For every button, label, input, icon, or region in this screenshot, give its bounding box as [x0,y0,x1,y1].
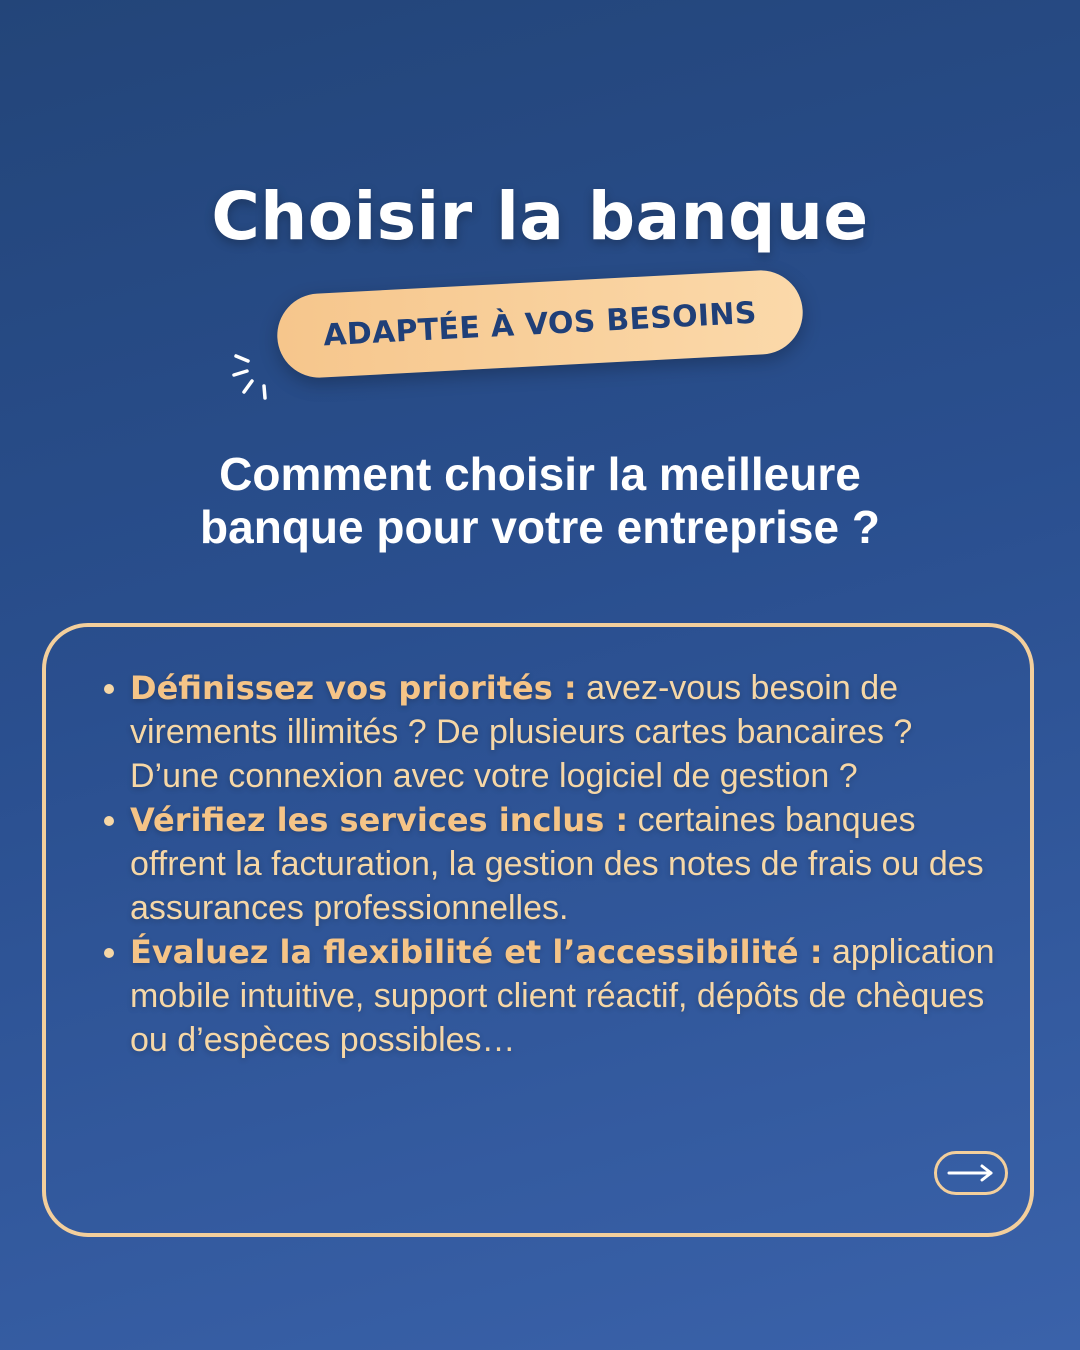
tip-text: certaines banques offrent la facturation, la gestion des notes de frais ou des assurances professionnelles. [130,801,984,927]
list-item [88,930,1008,1062]
tip-text: avez-vous besoin de virements illimités ? De plusieurs cartes bancaires ? D’une connexion avec votre logiciel de gestion ? [130,669,913,795]
tips-list [88,666,1008,1062]
badge-container [275,268,805,379]
tip-text: application mobile intuitive, support client réactif, dépôts de chèques ou d’espèces possibles… [130,933,995,1059]
bullet-icon [104,816,114,826]
subtitle-badge: ADAPTÉE À VOS BESOINS [275,268,805,379]
tip-heading: Définissez vos priorités : [130,669,577,707]
bullet-icon [104,684,114,694]
list-item [88,798,1008,930]
next-button[interactable] [934,1151,1008,1195]
intro-question-line-2: banque pour votre entreprise ? [200,501,880,553]
page-title: Choisir la banque [211,178,869,255]
bullet-icon [104,948,114,958]
sparkle-icon [228,348,278,406]
intro-question-line-1: Comment choisir la meilleure [219,448,861,500]
list-item [88,666,1008,798]
tip-heading: Évaluez la flexibilité et l’accessibilité : [130,933,823,971]
tip-heading: Vérifiez les services inclus : [130,801,629,839]
intro-question [0,448,1080,554]
arrow-right-icon [946,1163,996,1183]
